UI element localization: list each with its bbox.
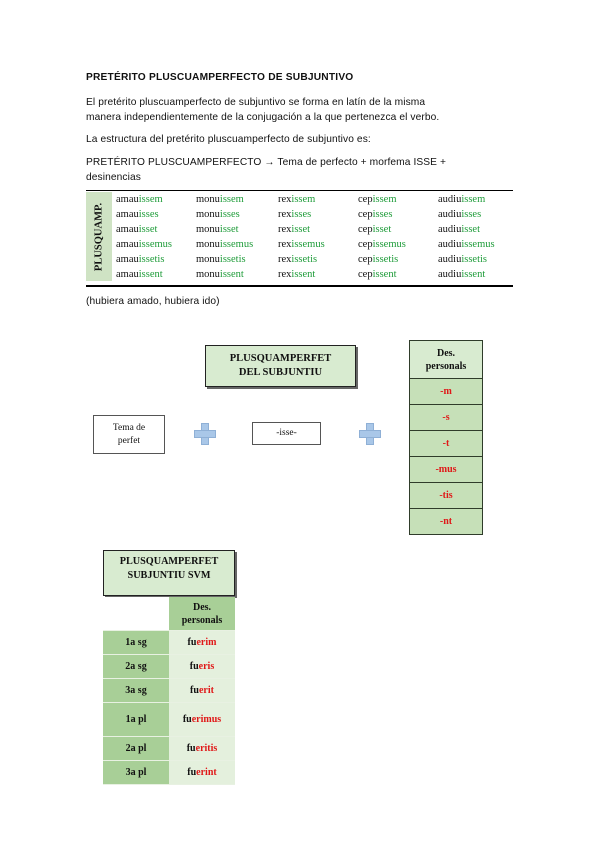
verb-form [438,222,518,237]
verb-form [358,207,438,222]
verb-ending: issent [461,269,486,280]
verb-ending: issent [138,269,163,280]
verb-form [438,192,518,207]
person-label: 3a pl [103,761,169,784]
conjugation-column [116,192,196,282]
verb-ending: issemus [372,239,406,250]
sum-form: fuerimus [169,703,235,736]
verb-stem: rex [278,254,292,265]
verb-stem: audiu [438,224,462,235]
sum-table-row [103,703,235,737]
morpheme-box: -isse- [252,422,321,445]
verb-ending: issemus [461,239,495,250]
page-heading: PRETÉRITO PLUSCUAMPERFECTO DE SUBJUNTIVO [86,72,354,83]
diagram-title-box [205,345,356,387]
verb-ending: issemus [138,239,173,250]
verb-ending: isset [219,224,239,235]
verb-stem: amau [116,224,139,235]
verb-ending: issem [219,194,244,205]
paragraph-line: manera independientemente de la conjugación a la que pertenezca el verbo. [86,112,440,123]
verb-ending: issent [372,269,397,280]
verb-ending: issetis [219,254,246,265]
person-label: 3a sg [103,679,169,702]
verb-form [438,267,518,282]
verb-stem: audiu [438,194,462,205]
ending-item: -nt [410,509,482,534]
verb-form [116,267,196,282]
conjugation-table [86,190,513,287]
ending-item: -m [410,379,482,405]
verb-stem: rex [278,224,292,235]
verb-ending: issem [138,194,163,205]
paragraph-line: El pretérito pluscuamperfecto de subjuntivo se forma en latín de la misma [86,97,426,108]
verb-stem: monu [196,254,220,265]
verb-stem: audiu [438,209,462,220]
translation-note: (hubiera amado, hubiera ido) [86,296,220,307]
verb-stem: monu [196,269,220,280]
verb-form [116,222,196,237]
sum-table [103,597,235,785]
verb-form [196,237,276,252]
paragraph-line: PRETÉRITO PLUSCUAMPERFECTO → Tema de perfecto + morfema ISSE + [86,157,447,168]
verb-ending: issemus [219,239,254,250]
verb-ending: isset [461,224,480,235]
sum-table-row [103,737,235,761]
verb-form [196,207,276,222]
verb-stem: audiu [438,239,462,250]
verb-ending: isses [138,209,159,220]
person-label: 1a pl [103,703,169,736]
sum-table-row [103,761,235,785]
conjugation-column [278,192,358,282]
person-label: 1a sg [103,631,169,654]
verb-stem: rex [278,269,292,280]
verb-form [358,237,438,252]
verb-form [278,267,358,282]
verb-stem: amau [116,209,139,220]
verb-stem: monu [196,239,220,250]
verb-stem: cep [358,224,373,235]
endings-header: Des. personals [410,341,482,379]
verb-form [278,222,358,237]
verb-ending: isset [372,224,392,235]
verb-stem: audiu [438,269,462,280]
diagram-title-line: DEL SUBJUNTIU [238,367,323,378]
verb-ending: isset [138,224,158,235]
verb-stem: monu [196,194,220,205]
ending-item: -t [410,431,482,457]
verb-form [116,192,196,207]
person-label: 2a pl [103,737,169,760]
verb-ending: issent [219,269,244,280]
ending-item: -s [410,405,482,431]
sum-form: fuerint [169,761,235,784]
diagram-title-line: PLUSQUAMPERFET [229,353,332,364]
verb-form [116,207,196,222]
paragraph-line: La estructura del pretérito pluscuamperfecto de subjuntivo es: [86,134,371,145]
stem-box-line: perfet [117,436,141,446]
sum-form: fueris [169,655,235,678]
sum-form: fuerim [169,631,235,654]
plus-icon [194,423,216,445]
verb-form [358,252,438,267]
conjugation-column [196,192,276,282]
verb-form [358,222,438,237]
verb-stem: audiu [438,254,462,265]
verb-form [116,252,196,267]
verb-form [358,192,438,207]
verb-ending: issetis [138,254,165,265]
verb-ending: issem [291,194,316,205]
verb-form [116,237,196,252]
sum-form: fueritis [169,737,235,760]
verb-ending: issetis [291,254,318,265]
verb-stem: cep [358,209,373,220]
verb-form [278,192,358,207]
plusquamp-side-label: PLUSQUAMP. [86,192,112,281]
stem-box [93,415,165,454]
paragraph-line: desinencias [86,172,141,183]
sum-table-title: PLUSQUAMPERFET SUBJUNTIU SVM [103,550,235,596]
sum-table-row [103,655,235,679]
verb-form [196,222,276,237]
verb-form [358,267,438,282]
verb-form [196,192,276,207]
verb-stem: cep [358,239,373,250]
verb-ending: isses [219,209,240,220]
verb-form [438,207,518,222]
verb-stem: cep [358,269,373,280]
verb-ending: issetis [372,254,399,265]
verb-stem: monu [196,224,220,235]
verb-stem: cep [358,194,373,205]
sum-form: fuerit [169,679,235,702]
verb-ending: isses [291,209,312,220]
stem-box-line: Tema de [112,423,146,433]
verb-form [438,252,518,267]
verb-ending: issem [461,194,486,205]
ending-item: -tis [410,483,482,509]
ending-item: -mus [410,457,482,483]
verb-ending: issem [372,194,397,205]
verb-stem: amau [116,269,139,280]
verb-stem: rex [278,209,292,220]
verb-form [438,237,518,252]
verb-form [278,252,358,267]
conjugation-column [438,192,518,282]
verb-form [278,207,358,222]
conjugation-column [358,192,438,282]
plus-icon [359,423,381,445]
verb-stem: rex [278,239,292,250]
verb-form [278,237,358,252]
verb-form [196,252,276,267]
verb-stem: monu [196,209,220,220]
verb-stem: rex [278,194,292,205]
sum-table-row [103,631,235,655]
verb-ending: issent [291,269,316,280]
sum-table-header: Des. personals [103,597,235,631]
verb-stem: amau [116,254,139,265]
verb-ending: isset [291,224,311,235]
verb-ending: isses [372,209,393,220]
verb-form [196,267,276,282]
verb-ending: issemus [291,239,325,250]
verb-stem: cep [358,254,373,265]
person-label: 2a sg [103,655,169,678]
sum-table-row [103,679,235,703]
endings-column [409,340,483,535]
verb-stem: amau [116,239,139,250]
verb-ending: issetis [461,254,487,265]
verb-stem: amau [116,194,139,205]
verb-ending: isses [461,209,482,220]
